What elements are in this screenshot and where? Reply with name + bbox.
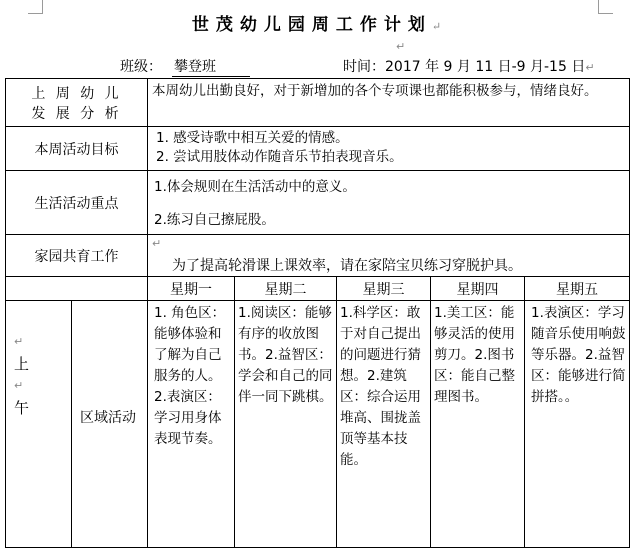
- date-line: 时间：2017 年 9 月 11 日-9 月-15 日↵: [343, 59, 595, 75]
- class-label: 班级：: [120, 59, 162, 75]
- activity-label: 区域活动: [80, 410, 136, 426]
- paragraph-mark: ↵: [396, 40, 406, 53]
- home-cell: ↵ 为了提高轮滑课上课效率，请在家陪宝贝练习穿脱护具。: [148, 235, 630, 277]
- goal-item: 1. 感受诗歌中相互关爱的情感。: [156, 130, 349, 146]
- day-header-wednesday: 星期三: [337, 277, 431, 301]
- goals-label: 本周活动目标: [34, 141, 119, 158]
- life-item: 1.体会规则在生活活动中的意义。: [154, 179, 356, 195]
- home-label-cell: [6, 235, 148, 277]
- last-week-analysis-text: 本周幼儿出勤良好，对于新增加的各个专项课也都能积极参与，情绪良好。: [152, 83, 598, 99]
- day-header-friday: 星期五: [525, 277, 630, 301]
- last-week-label-line-2: 发 展 分 析: [31, 105, 122, 122]
- home-text: 为了提高轮滑课上课效率，请在家陪宝贝练习穿脱护具。: [172, 258, 522, 274]
- activity-label-cell: [72, 301, 148, 548]
- class-name: 攀登班: [172, 56, 250, 77]
- last-week-label-cell: [6, 79, 148, 127]
- day-header-tuesday: 星期二: [235, 277, 337, 301]
- class-line: [120, 56, 250, 77]
- monday-activity-cell: 1. 角色区：能够体验和了解为自己服务的人。2.表演区：学习用身体表现节奏。: [148, 301, 235, 548]
- life-item: 2.练习自己擦屁股。: [154, 212, 275, 228]
- goals-label-cell: [6, 127, 148, 171]
- morning-label: ↵ 上 ↵ 午: [14, 335, 30, 417]
- day-header-thursday: 星期四: [431, 277, 525, 301]
- goal-item: 2. 尝试用肢体动作随音乐节拍表现音乐。: [156, 149, 403, 165]
- weekly-plan-table: [5, 78, 630, 548]
- goals-cell: [148, 127, 630, 171]
- life-label: 生活活动重点: [34, 195, 119, 212]
- document-title: 世茂幼儿园周工作计划↵: [191, 15, 442, 35]
- life-label-cell: [6, 171, 148, 235]
- last-week-analysis-cell: [148, 79, 630, 127]
- life-cell: [148, 171, 630, 235]
- day-header-blank-cell: [6, 277, 148, 301]
- morning-cell: [6, 301, 72, 548]
- day-header-monday: 星期一: [148, 277, 235, 301]
- home-label: 家园共育工作: [34, 248, 119, 265]
- thursday-activity-cell: 1.美工区：能够灵活的使用剪刀。2.图书区：能自己整理图书。: [431, 301, 525, 548]
- last-week-label-line-1: 上 周 幼 儿: [31, 85, 122, 102]
- date-label: 时间：: [343, 59, 385, 75]
- date-value: 2017 年 9 月 11 日-9 月-15 日: [385, 59, 586, 75]
- tuesday-activity-cell: 1.阅读区：能够有序的收放图书。2.益智区：学会和自己的同伴一同下跳棋。: [235, 301, 337, 548]
- friday-activity-cell: 1.表演区：学习随音乐使用响鼓等乐器。2.益智区：能够进行简拼搭。。: [525, 301, 630, 548]
- wednesday-activity-cell: 1.科学区：敢于对自己提出的问题进行猜想。2.建筑区：综合运用堆高、围拢盖顶等基本技能。: [337, 301, 431, 548]
